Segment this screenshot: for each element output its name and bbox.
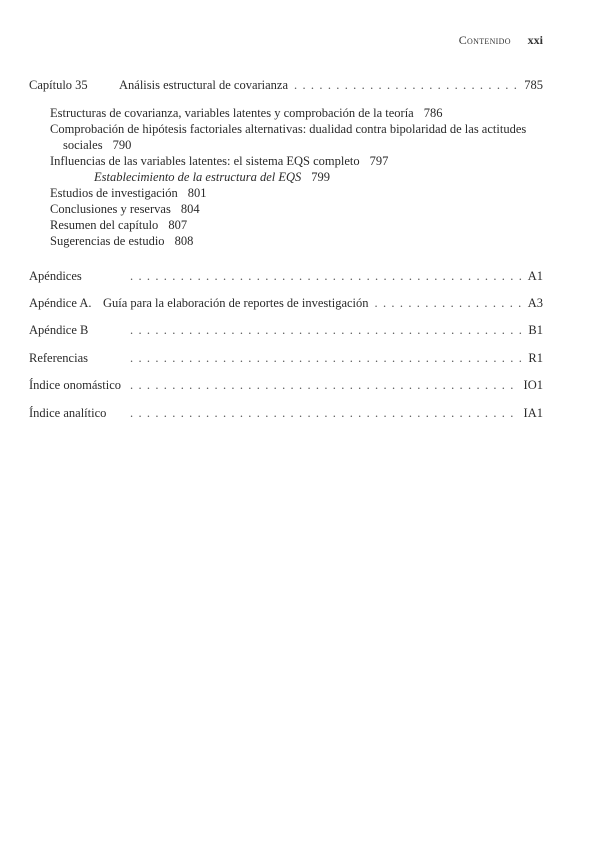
entry-label: Índice onomástico: [29, 378, 121, 392]
section-entry[interactable]: [50, 105, 550, 121]
dot-leader: [294, 77, 518, 93]
entry-label: Referencias: [29, 351, 88, 365]
running-head: Contenido: [458, 33, 511, 47]
section-page: 801: [187, 186, 207, 200]
entry-label: Apéndices: [29, 269, 82, 283]
dot-leader: [130, 322, 522, 338]
section-title: Influencias de las variables latentes: el sistema EQS completo: [50, 154, 360, 168]
section-title: Comprobación de hipótesis factoriales alternativas: dualidad contra bipolaridad de las actitudes sociales: [50, 122, 527, 152]
subsection-title: Establecimiento de la estructura del EQS: [94, 170, 302, 184]
entry-title: Guía para la elaboración de reportes de investigación: [103, 296, 369, 310]
toc-chapter-entry[interactable]: [29, 77, 543, 93]
page-header: [459, 33, 543, 48]
chapter-page: 785: [524, 78, 543, 92]
section-entry[interactable]: [50, 121, 550, 153]
section-page: 797: [369, 154, 389, 168]
subsection-entry[interactable]: [50, 169, 550, 185]
section-title: Sugerencias de estudio: [50, 234, 165, 248]
section-title: Resumen del capítulo: [50, 218, 159, 232]
dot-leader: [130, 268, 522, 284]
section-page: 807: [168, 218, 188, 232]
section-title: Estructuras de covarianza, variables latentes y comprobación de la teoría: [50, 106, 414, 120]
section-entry[interactable]: [50, 185, 550, 201]
entry-page: A1: [527, 269, 543, 283]
entry-page: B1: [528, 323, 543, 337]
toc-entry-appendices[interactable]: [29, 268, 543, 284]
section-page: 790: [112, 138, 132, 152]
section-list: [50, 105, 550, 249]
section-page: 804: [180, 202, 200, 216]
entry-page: IO1: [523, 378, 543, 392]
toc-entry-subject-index[interactable]: [29, 405, 543, 421]
section-entry[interactable]: [50, 217, 550, 233]
toc-entry-appendix-a[interactable]: [29, 295, 543, 311]
dot-leader: [130, 350, 522, 366]
chapter-label: Capítulo 35: [29, 78, 88, 92]
chapter-title: Análisis estructural de covarianza: [119, 78, 289, 92]
section-title: Estudios de investigación: [50, 186, 178, 200]
toc-entry-appendix-b[interactable]: [29, 322, 543, 338]
entry-page: IA1: [523, 406, 543, 420]
entry-label: Apéndice B: [29, 323, 89, 337]
section-entry[interactable]: [50, 153, 550, 169]
dot-leader: [375, 295, 522, 311]
dot-leader: [130, 377, 518, 393]
entry-label: Apéndice A.: [29, 296, 92, 310]
entry-label: Índice analítico: [29, 406, 107, 420]
section-page: 808: [174, 234, 194, 248]
entry-page: R1: [528, 351, 543, 365]
dot-leader: [130, 405, 518, 421]
subsection-page: 799: [311, 170, 331, 184]
section-entry[interactable]: [50, 233, 550, 249]
toc-entry-references[interactable]: [29, 350, 543, 366]
section-entry[interactable]: [50, 201, 550, 217]
section-page: 786: [423, 106, 443, 120]
entry-page: A3: [527, 296, 543, 310]
page-number: xxi: [527, 33, 543, 47]
section-title: Conclusiones y reservas: [50, 202, 171, 216]
toc-entry-name-index[interactable]: [29, 377, 543, 393]
